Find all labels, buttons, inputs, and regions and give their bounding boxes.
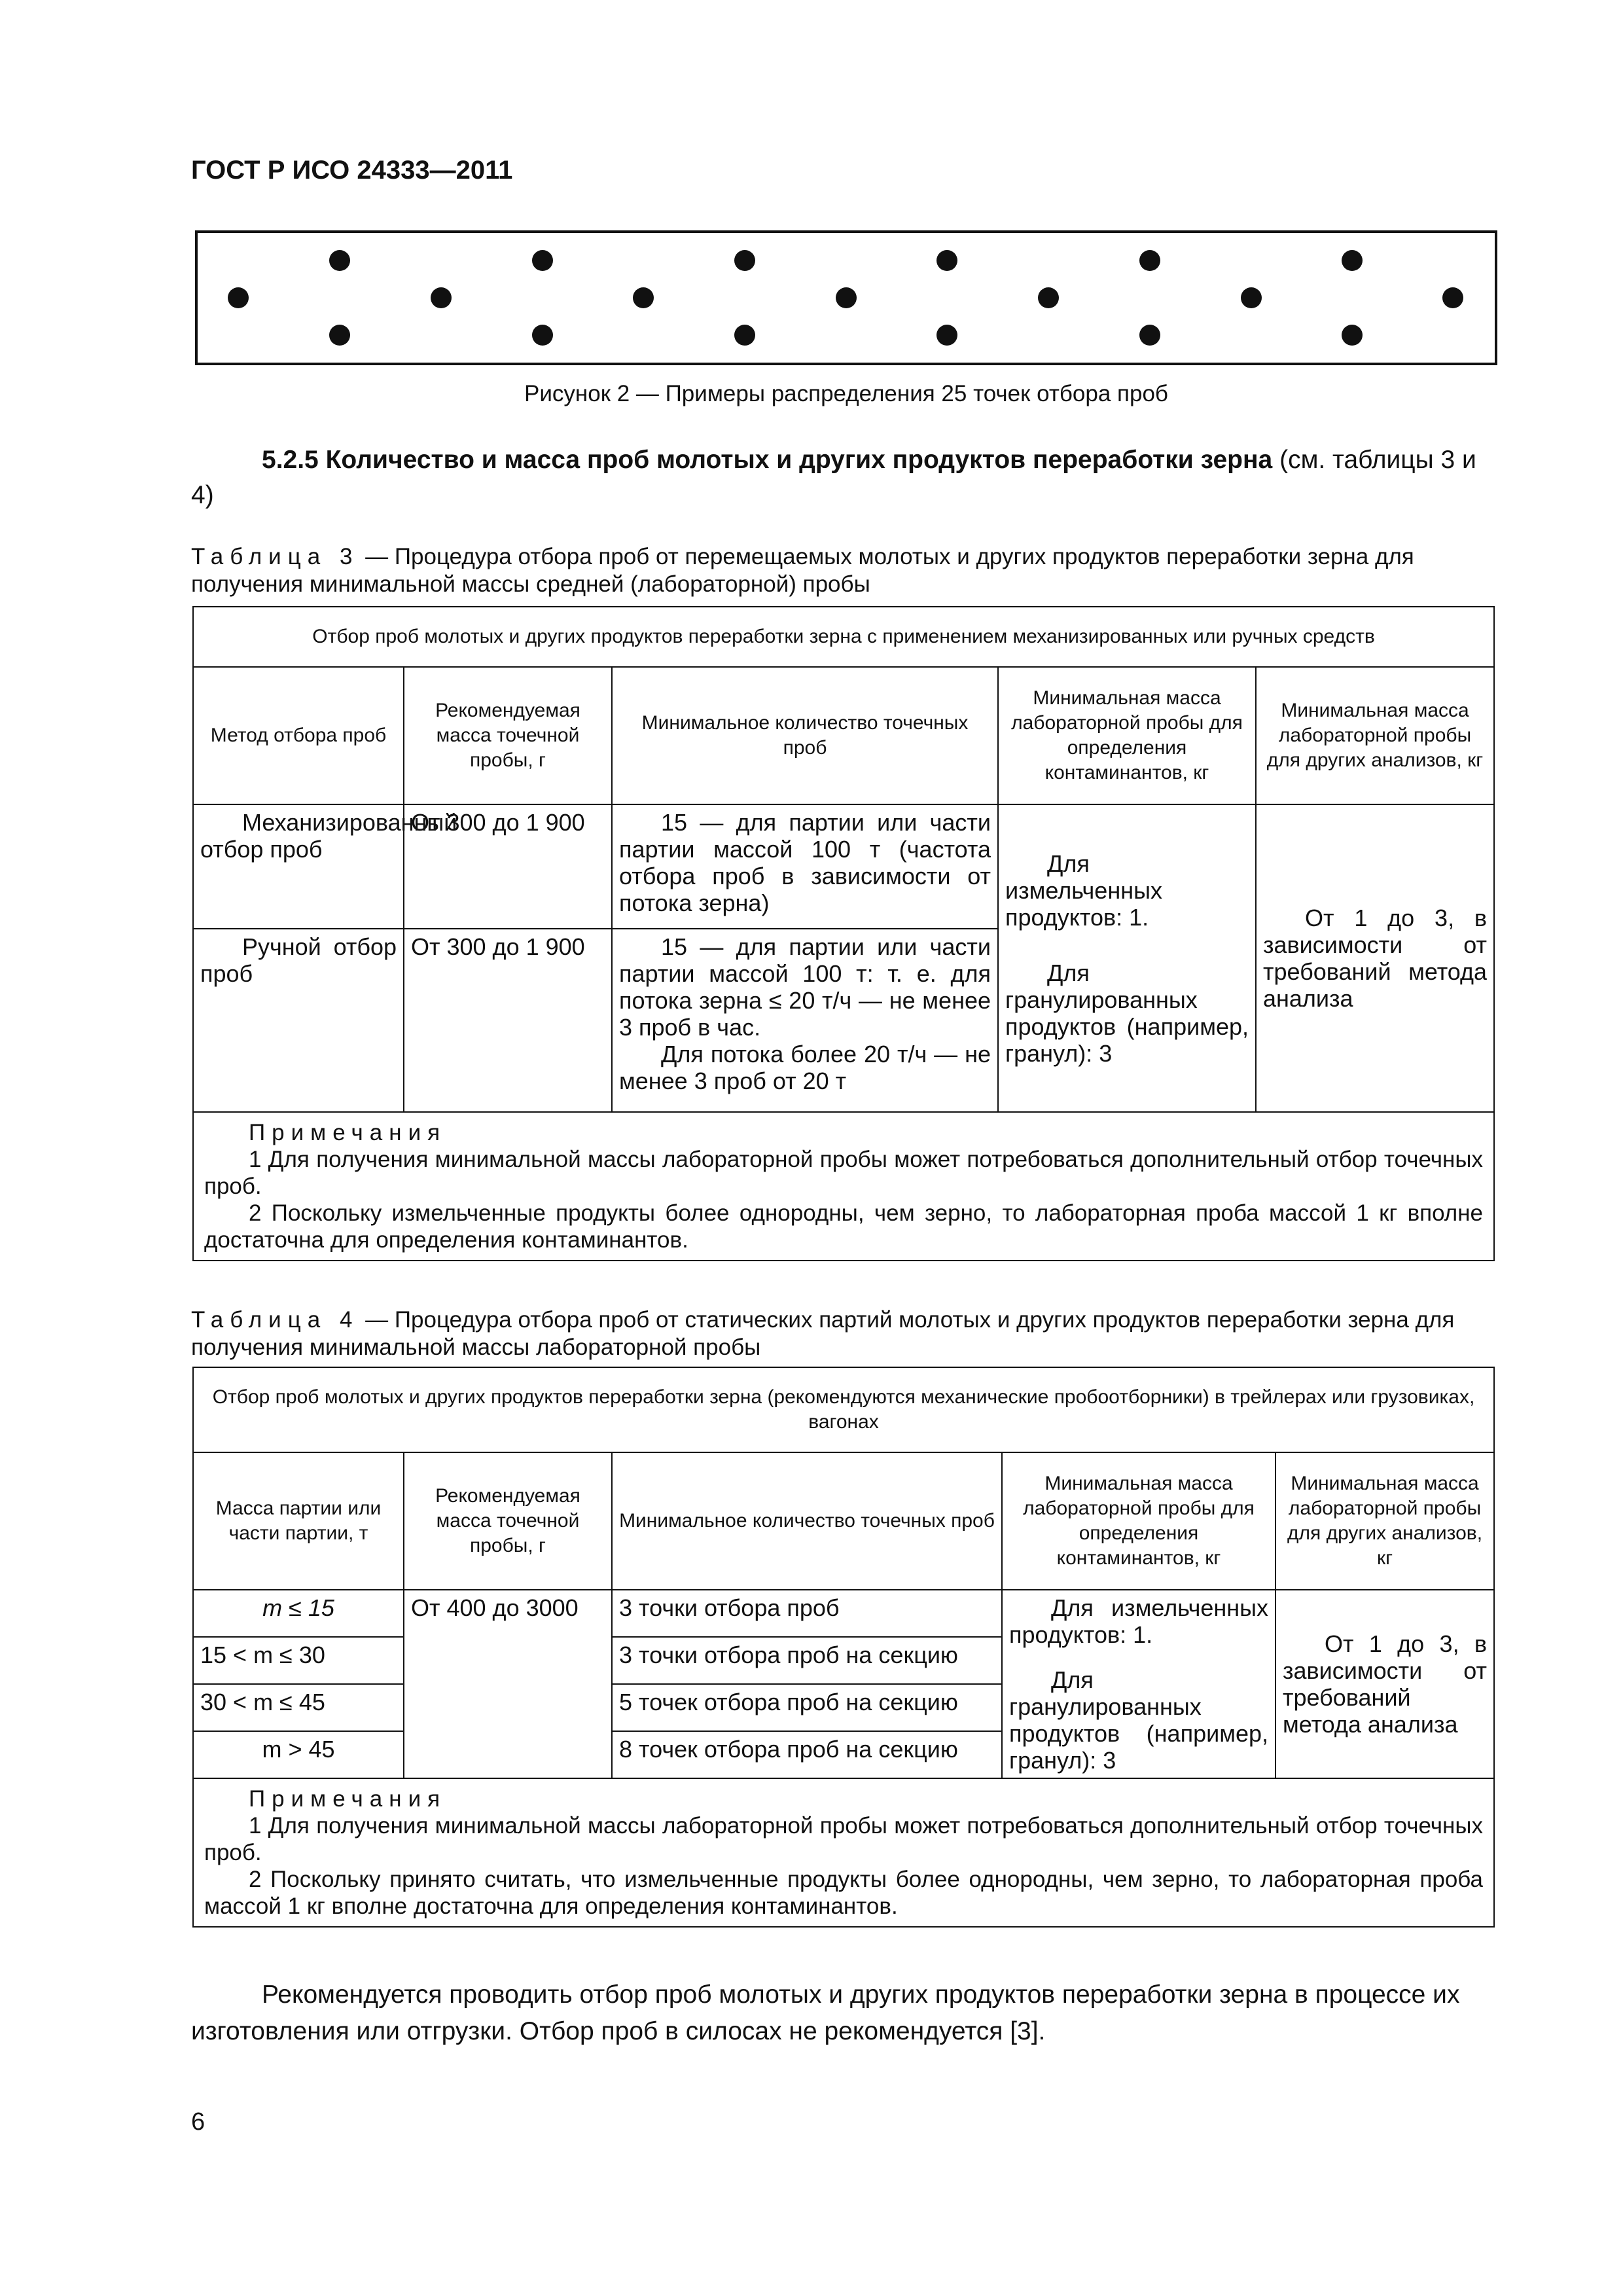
sampling-point: [1241, 287, 1262, 308]
table3-title-text: — Процедура отбора проб от перемещаемых молотых и других продуктов переработки зерна для получения минимальной массы средней (лабораторной) пробы: [191, 544, 1414, 597]
table3-header-method: Метод отбора проб: [193, 667, 404, 804]
table4-row3-mass: 30 < m ≤ 45: [193, 1684, 404, 1731]
table3-note-2: 2 Поскольку измельченные продукты более однородны, чем зерно, то лабораторная проба массой 1 кг вполне достаточна для определения контаминантов.: [204, 1200, 1484, 1253]
sampling-point: [734, 250, 755, 271]
table4-row4-mass: m > 45: [193, 1731, 404, 1778]
table3-contaminants: [998, 804, 1256, 1112]
table3-contaminants-granulated: Для гранулированных продуктов (например, гранул): 3: [1005, 959, 1249, 1067]
table4-row4-count: 8 точек отбора проб на секцию: [612, 1731, 1002, 1778]
table3-label: Таблица 3: [191, 544, 359, 569]
table3-other: От 1 до 3, в зависимости от требований метода анализа: [1256, 804, 1494, 1112]
sampling-point: [1038, 287, 1059, 308]
page-number: 6: [191, 2108, 205, 2136]
sampling-point: [1342, 325, 1363, 346]
closing-paragraph: Рекомендуется проводить отбор проб молотых и других продуктов переработки зерна в процессе их изготовления или отгрузки. Отбор проб в силосах не рекомендуется [3].: [191, 1981, 1460, 2045]
sampling-point: [836, 287, 857, 308]
table4-header-mass: Масса партии или части партии, т: [193, 1452, 404, 1590]
table4-point-mass: От 400 до 3000: [404, 1590, 612, 1778]
table3-header-mass: Рекомендуемая масса точечной пробы, г: [404, 667, 612, 804]
table4: [192, 1367, 1495, 1928]
table3-row1-mass: От 300 до 1 900: [404, 804, 612, 929]
table4-note-2: 2 Поскольку принято считать, что измельченные продукты более однородны, чем зерно, то лабораторная проба массой 1 кг вполне достаточна для определения контаминантов.: [204, 1867, 1484, 1919]
sampling-point: [532, 325, 553, 346]
table3-row1-method: Механизированный отбор проб: [193, 804, 404, 929]
table3-row1-count: 15 — для партии или части партии массой 100 т (частота отбора проб в зависимости от потока зерна): [612, 804, 998, 929]
sampling-point: [431, 287, 452, 308]
sampling-point: [228, 287, 249, 308]
section-number: 5.2.5: [262, 446, 319, 474]
table4-contaminants-ground: Для измельченных продуктов: 1.: [1009, 1594, 1268, 1648]
table4-title-text: — Процедура отбора проб от статических партий молотых и других продуктов переработки зерна для получения минимальной массы лабораторной пробы: [191, 1307, 1455, 1360]
sampling-point: [329, 325, 350, 346]
table3-row2-count-b: Для потока более 20 т/ч — не менее 3 проб от 20 т: [619, 1041, 991, 1094]
table4-row3-count: 5 точек отбора проб на секцию: [612, 1684, 1002, 1731]
figure-caption: Рисунок 2 — Примеры распределения 25 точек отбора проб: [524, 381, 1168, 406]
sampling-point: [1139, 250, 1160, 271]
sampling-point: [532, 250, 553, 271]
table3-header-count: Минимальное количество точечных проб: [612, 667, 998, 804]
table3-header-contaminants: Минимальная масса лабораторной пробы для определения контаминантов, кг: [998, 667, 1256, 804]
sampling-point: [936, 325, 957, 346]
table4-header-count: Минимальное количество точечных проб: [612, 1452, 1002, 1590]
table4-header-contaminants: Минимальная масса лабораторной пробы для определения контаминантов, кг: [1002, 1452, 1275, 1590]
table4-notes-title: Примечания: [249, 1786, 447, 1812]
table4-row1-mass: m ≤ 15: [193, 1590, 404, 1637]
table4-contaminants: [1002, 1590, 1275, 1778]
table3-row2-mass: От 300 до 1 900: [404, 929, 612, 1112]
sampling-point: [936, 250, 957, 271]
table4-note-1: 1 Для получения минимальной массы лабораторной пробы может потребоваться дополнительный отбор точечных проб.: [204, 1813, 1484, 1865]
table4-header-other: Минимальная масса лабораторной пробы для других анализов, кг: [1275, 1452, 1494, 1590]
table3-row2-count: [612, 929, 998, 1112]
document-header: ГОСТ Р ИСО 24333—2011: [191, 156, 513, 185]
sampling-point: [1139, 325, 1160, 346]
section-tail: (см. таблицы 3 и 4): [191, 446, 1476, 509]
table4-row1-count: 3 точки отбора проб: [612, 1590, 1002, 1637]
sampling-point: [633, 287, 654, 308]
table3-contaminants-ground: Для измельченных продуктов: 1.: [1005, 850, 1162, 931]
table4-title: [191, 1306, 1500, 1361]
table4-top-header: Отбор проб молотых и других продуктов переработки зерна (рекомендуются механические пробоотборники) в трейлерах или грузовиках, вагонах: [193, 1367, 1494, 1452]
section-title: Количество и масса проб молотых и других продуктов переработки зерна: [325, 446, 1273, 474]
sampling-point: [734, 325, 755, 346]
table3-notes-title: Примечания: [249, 1120, 447, 1145]
sampling-point: [329, 250, 350, 271]
table3: [192, 606, 1495, 1261]
sampling-point: [1442, 287, 1463, 308]
table4-header-point-mass: Рекомендуемая масса точечной пробы, г: [404, 1452, 612, 1590]
table3-row2-count-a: 15 — для партии или части партии массой 100 т: т. е. для потока зерна ≤ 20 т/ч — не менее 3 проб в час.: [619, 933, 991, 1041]
section-heading: [191, 442, 1500, 513]
table4-row2-count: 3 точки отбора проб на секцию: [612, 1637, 1002, 1684]
table3-row2-method: Ручной отбор проб: [193, 929, 404, 1112]
table4-row2-mass: 15 < m ≤ 30: [193, 1637, 404, 1684]
table4-contaminants-granulated: Для гранулированных продуктов (например, гранул): 3: [1009, 1666, 1268, 1774]
table4-label: Таблица 4: [191, 1307, 359, 1333]
table3-top-header: Отбор проб молотых и других продуктов переработки зерна с применением механизированных или ручных средств: [193, 607, 1494, 667]
table3-title: [191, 543, 1500, 598]
table4-other: От 1 до 3, в зависимости от требований метода анализа: [1275, 1590, 1494, 1778]
table3-notes: [193, 1112, 1494, 1261]
sampling-point: [1342, 250, 1363, 271]
sampling-points-figure: [195, 230, 1497, 365]
table3-note-1: 1 Для получения минимальной массы лабораторной пробы может потребоваться дополнительный отбор точечных проб.: [204, 1147, 1484, 1199]
table3-header-other: Минимальная масса лабораторной пробы для других анализов, кг: [1256, 667, 1494, 804]
table4-notes: [193, 1778, 1494, 1927]
